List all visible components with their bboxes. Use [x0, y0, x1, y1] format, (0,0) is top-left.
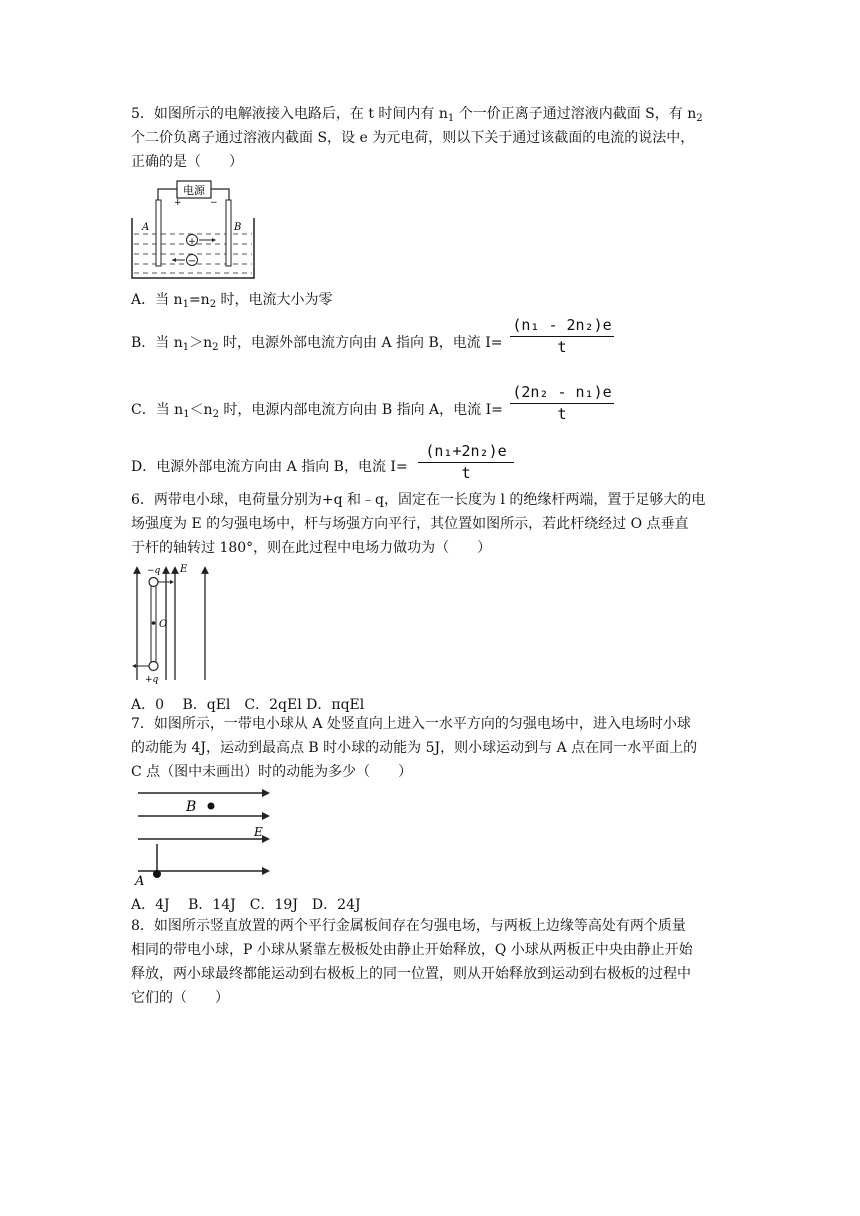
q5-power-label: 电源 [183, 184, 205, 197]
q5-electrolysis-figure [130, 178, 260, 280]
q8-stem-line4: 它们的（ ） [131, 990, 229, 1006]
q7-field-figure [130, 786, 275, 886]
svg-text:+: + [188, 237, 196, 247]
q6-stem-line1: 6．两带电小球，电荷量分别为+q 和﹣q，固定在一长度为 l 的绝缘杆两端，置于足够大的电 [131, 492, 706, 508]
q7-options[interactable]: A．4J B．14J C．19J D．24J [131, 897, 361, 913]
svg-text:−: − [187, 256, 197, 267]
svg-text:B: B [186, 799, 197, 815]
svg-text:O: O [159, 619, 168, 630]
q6-options[interactable]: A．0 B．qEl C．2qEl D．πqEl [131, 697, 365, 713]
q5-stem-line1: 5．如图所示的电解液接入电路后，在 t 时间内有 $n_1$ 个一价正离子通过溶液内截面 S，有 $n_2$ [131, 106, 703, 124]
svg-text:A: A [142, 222, 150, 233]
svg-text:E: E [180, 564, 188, 575]
q8-stem-line2: 相同的带电小球，P 小球从紧靠左极板处由静止开始释放，Q 小球从两板正中央由静止开始 [131, 942, 693, 958]
q5-option-c[interactable]: C．当 $n_1<n_2$ 时，电源内部电流方向由 B 指向 A，电流 I= [131, 402, 503, 420]
svg-text:B: B [234, 222, 242, 233]
q5-option-a[interactable]: A．当 $n_1=n_2$ 时，电流大小为零 [131, 292, 333, 310]
q7-stem-line1: 7．如图所示，一带电小球从 A 处竖直向上进入一水平方向的匀强电场中，进入电场时小球 [131, 716, 691, 732]
svg-text:A: A [135, 874, 145, 886]
svg-text:+q: +q [145, 675, 159, 684]
q7-stem-line3: C 点（图中未画出）时的动能为多少（ ） [131, 764, 413, 780]
q5-stem-line3: 正确的是（ ） [131, 154, 243, 170]
q8-stem-line3: 释放，两小球最终都能运动到右极板上的同一位置，则从开始释放到运动到右极板的过程中 [131, 966, 691, 982]
q5-option-d-fraction: (n₁+2n₂)e t [418, 442, 514, 482]
q5-option-c-fraction: (2n₂ - n₁)e t [510, 383, 614, 423]
q5-option-d[interactable]: D．电源外部电流方向由 A 指向 B，电流 I= [131, 459, 408, 475]
q8-stem-line1: 8．如图所示竖直放置的两个平行金属板间存在匀强电场，与两板上边缘等高处有两个质量 [131, 918, 686, 934]
q5-option-b[interactable]: B．当 $n_1>n_2$ 时，电源外部电流方向由 A 指向 B，电流 I= [131, 335, 503, 353]
svg-text:+: + [174, 198, 182, 208]
q6-stem-line3: 于杆的轴转过 180°，则在此过程中电场力做功为（ ） [131, 540, 492, 556]
q6-dipole-figure [130, 560, 210, 684]
q7-stem-line2: 的动能为 4J，运动到最高点 B 时小球的动能为 5J，则小球运动到与 A 点在同一水平面上的 [131, 740, 698, 756]
q5-option-b-fraction: (n₁ - 2n₂)e t [510, 316, 614, 356]
svg-text:−: − [210, 198, 218, 208]
q5-stem-line2: 个二价负离子通过溶液内截面 S，设 e 为元电荷，则以下关于通过该截面的电流的说法中， [131, 130, 695, 146]
svg-text:−q: −q [147, 566, 161, 576]
q6-stem-line2: 场强度为 E 的匀强电场中，杆与场强方向平行，其位置如图所示，若此杆绕经过 O 点垂直 [131, 516, 689, 532]
svg-text:E: E [254, 825, 263, 839]
